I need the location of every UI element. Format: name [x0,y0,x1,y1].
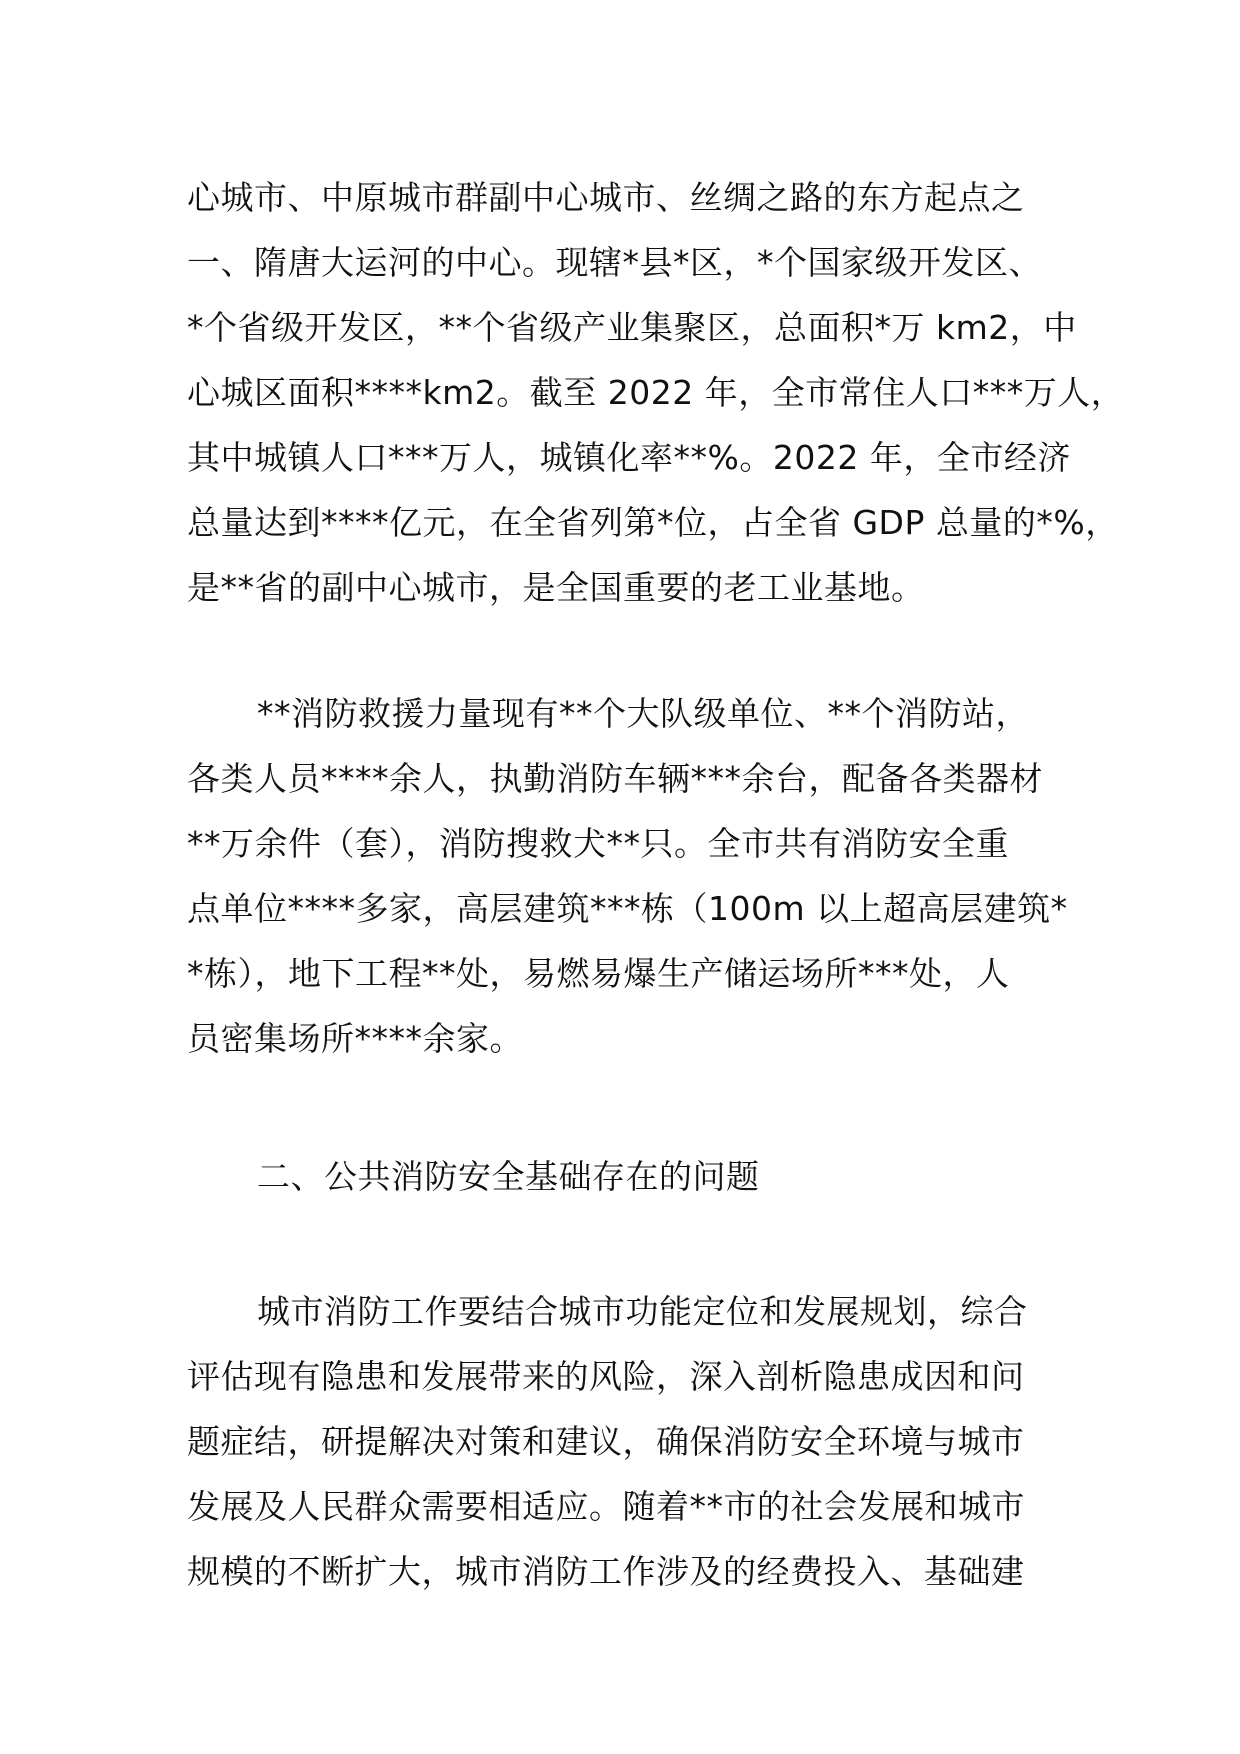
text-line: 评估现有隐患和发展带来的风险，深入剖析隐患成因和问 [187,1357,1025,1396]
section-heading [187,1144,1087,1209]
text-line: 是**省的副中心城市，是全国重要的老工业基地。 [187,568,925,607]
text-line: 一、隋唐大运河的中心。现辖*县*区，*个国家级开发区、 [187,243,1042,282]
text-line: 各类人员****余人，执勤消防车辆***余台，配备各类器材 [187,759,1043,798]
section-heading-text: 二、公共消防安全基础存在的问题 [257,1157,760,1196]
text-line: 点单位****多家，高层建筑***栋（100m 以上超高层建筑* [187,889,1068,928]
text-line: 发展及人民群众需要相适应。随着**市的社会发展和城市 [187,1487,1025,1526]
text-line: 规模的不断扩大，城市消防工作涉及的经费投入、基础建 [187,1552,1025,1591]
text-line: 其中城镇人口***万人，城镇化率**%。2022 年，全市经济 [187,438,1071,477]
text-line: **万余件（套），消防搜救犬**只。全市共有消防安全重 [187,824,1009,863]
text-line: *栋），地下工程**处，易燃易爆生产储运场所***处，人 [187,954,1010,993]
text-line: 总量达到****亿元，在全省列第*位，占全省 GDP 总量的*%， [187,503,1119,542]
text-line: 心城区面积****km2。截至 2022 年，全市常住人口***万人， [187,373,1125,412]
paragraph-city-overview [187,165,1125,620]
paragraph-fire-rescue-forces [187,681,1087,1071]
text-line: 题症结，研提解决对策和建议，确保消防安全环境与城市 [187,1422,1025,1461]
text-line: **消防救援力量现有**个大队级单位、**个消防站， [257,694,1029,733]
text-line: *个省级开发区，**个省级产业集聚区，总面积*万 km2，中 [187,308,1077,347]
text-line: 员密集场所****余家。 [187,1019,523,1058]
text-line: 城市消防工作要结合城市功能定位和发展规划，综合 [257,1292,1028,1331]
paragraph-fire-work-analysis [187,1279,1087,1604]
text-line: 心城市、中原城市群副中心城市、丝绸之路的东方起点之 [187,178,1025,217]
